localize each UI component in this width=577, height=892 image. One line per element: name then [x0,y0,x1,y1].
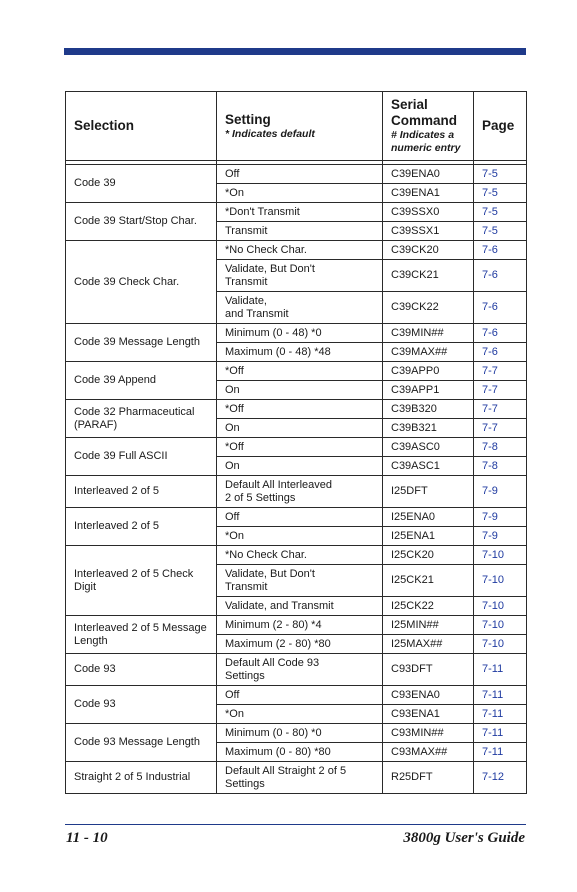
serial-command-cell: C39CK20 [383,241,474,260]
serial-command-cell: C93ENA1 [383,705,474,724]
serial-command-table [65,91,527,794]
page-link[interactable]: 7-7 [474,362,527,381]
table-row [66,762,527,794]
page-link[interactable]: 7-11 [474,724,527,743]
selection-cell: Code 93 Message Length [66,724,217,762]
serial-command-cell: C39ENA0 [383,165,474,184]
setting-cell: Minimum (0 - 80) *0 [217,724,383,743]
setting-cell: On [217,419,383,438]
setting-cell: Minimum (2 - 80) *4 [217,616,383,635]
selection-cell: Code 32 Pharmaceutical (PARAF) [66,400,217,438]
page-link[interactable]: 7-7 [474,400,527,419]
selection-cell: Code 39 [66,165,217,203]
selection-cell: Interleaved 2 of 5 [66,476,217,508]
table-row [66,654,527,686]
setting-cell: Maximum (0 - 48) *48 [217,343,383,362]
setting-cell: Validate, But Don't Transmit [217,565,383,597]
serial-command-cell: C39SSX1 [383,222,474,241]
serial-command-cell: I25ENA1 [383,527,474,546]
serial-command-cell: C39SSX0 [383,203,474,222]
serial-command-cell: C93DFT [383,654,474,686]
setting-cell: *Don't Transmit [217,203,383,222]
page-link[interactable]: 7-7 [474,381,527,400]
serial-command-cell: C93ENA0 [383,686,474,705]
header-rule [64,48,526,55]
setting-cell: On [217,381,383,400]
selection-cell: Code 39 Message Length [66,324,217,362]
serial-command-cell: I25CK21 [383,565,474,597]
serial-command-cell: C39ASC0 [383,438,474,457]
setting-cell: Default All Straight 2 of 5 Settings [217,762,383,794]
setting-cell: *Off [217,438,383,457]
serial-command-cell: I25MAX## [383,635,474,654]
selection-cell: Interleaved 2 of 5 Message Length [66,616,217,654]
page-link[interactable]: 7-8 [474,457,527,476]
setting-cell: Default All Code 93 Settings [217,654,383,686]
selection-cell: Interleaved 2 of 5 Check Digit [66,546,217,616]
selection-cell: Code 39 Check Char. [66,241,217,324]
column-header-serial-command: Serial Command # Indicates a numeric entry [383,92,474,161]
table-row [66,165,527,184]
footer-rule [65,824,526,825]
selection-cell: Code 93 [66,686,217,724]
column-header-page: Page [474,92,527,161]
serial-command-cell: C39APP1 [383,381,474,400]
table-row [66,241,527,260]
page-link[interactable]: 7-11 [474,654,527,686]
serial-command-cell: C39CK21 [383,260,474,292]
serial-command-cell: C39B320 [383,400,474,419]
serial-command-cell: I25CK22 [383,597,474,616]
setting-cell: *On [217,705,383,724]
setting-cell: Maximum (0 - 80) *80 [217,743,383,762]
setting-cell: Off [217,165,383,184]
table-row [66,546,527,565]
selection-cell: Code 39 Append [66,362,217,400]
setting-cell: *No Check Char. [217,241,383,260]
page-link[interactable]: 7-11 [474,705,527,724]
page-link[interactable]: 7-9 [474,527,527,546]
serial-command-cell: C39B321 [383,419,474,438]
table-row [66,616,527,635]
page-link[interactable]: 7-9 [474,508,527,527]
selection-cell: Code 39 Full ASCII [66,438,217,476]
selection-cell: Code 93 [66,654,217,686]
setting-cell: Validate, and Transmit [217,292,383,324]
setting-cell: Minimum (0 - 48) *0 [217,324,383,343]
serial-command-table-container [65,91,526,794]
page-link[interactable]: 7-10 [474,546,527,565]
page-link[interactable]: 7-10 [474,616,527,635]
page-link[interactable]: 7-10 [474,565,527,597]
setting-cell: *Off [217,362,383,381]
setting-cell: Validate, But Don't Transmit [217,260,383,292]
setting-cell: Off [217,686,383,705]
page-link[interactable]: 7-11 [474,743,527,762]
setting-cell: Validate, and Transmit [217,597,383,616]
table-row [66,686,527,705]
selection-cell: Straight 2 of 5 Industrial [66,762,217,794]
page-link[interactable]: 7-12 [474,762,527,794]
numeric-entry-note: # Indicates a [391,129,455,141]
default-note: * Indicates default [225,127,315,140]
setting-cell: Default All Interleaved 2 of 5 Settings [217,476,383,508]
page-link[interactable]: 7-6 [474,241,527,260]
setting-cell: Off [217,508,383,527]
table-row [66,724,527,743]
table-body [66,161,527,794]
page-link[interactable]: 7-6 [474,343,527,362]
serial-command-cell: C39ENA1 [383,184,474,203]
setting-cell: *On [217,527,383,546]
column-header-selection: Selection [66,92,217,161]
table-header-row [66,92,527,161]
serial-command-cell: C39ASC1 [383,457,474,476]
table-row [66,508,527,527]
table-row [66,362,527,381]
serial-command-cell: C39MAX## [383,343,474,362]
page-link[interactable]: 7-7 [474,419,527,438]
table-row [66,203,527,222]
table-row [66,324,527,343]
footer-guide-title: 3800g User's Guide [403,830,525,846]
serial-command-cell: C39MIN## [383,324,474,343]
selection-cell: Code 39 Start/Stop Char. [66,203,217,241]
page-link[interactable]: 7-5 [474,222,527,241]
page-link[interactable]: 7-10 [474,597,527,616]
page-link[interactable]: 7-11 [474,686,527,705]
serial-command-cell: I25DFT [383,476,474,508]
setting-cell: *Off [217,400,383,419]
setting-cell: *On [217,184,383,203]
serial-command-cell: R25DFT [383,762,474,794]
table-row [66,400,527,419]
page-link[interactable]: 7-5 [474,203,527,222]
table-row [66,476,527,508]
page-link[interactable]: 7-6 [474,260,527,292]
serial-command-cell: I25MIN## [383,616,474,635]
serial-command-cell: C93MIN## [383,724,474,743]
serial-command-cell: I25CK20 [383,546,474,565]
serial-command-cell: C39CK22 [383,292,474,324]
setting-cell: *No Check Char. [217,546,383,565]
setting-cell: On [217,457,383,476]
page-link[interactable]: 7-8 [474,438,527,457]
table-row [66,438,527,457]
serial-command-cell: I25ENA0 [383,508,474,527]
page-link[interactable]: 7-9 [474,476,527,508]
setting-cell: Transmit [217,222,383,241]
page-link[interactable]: 7-5 [474,165,527,184]
page-link[interactable]: 7-6 [474,292,527,324]
selection-cell: Interleaved 2 of 5 [66,508,217,546]
serial-command-cell: C93MAX## [383,743,474,762]
page-link[interactable]: 7-10 [474,635,527,654]
column-header-setting: Setting * Indicates default [217,92,383,161]
footer-page-number: 11 - 10 [66,830,108,846]
serial-command-cell: C39APP0 [383,362,474,381]
page-link[interactable]: 7-6 [474,324,527,343]
setting-cell: Maximum (2 - 80) *80 [217,635,383,654]
page-link[interactable]: 7-5 [474,184,527,203]
